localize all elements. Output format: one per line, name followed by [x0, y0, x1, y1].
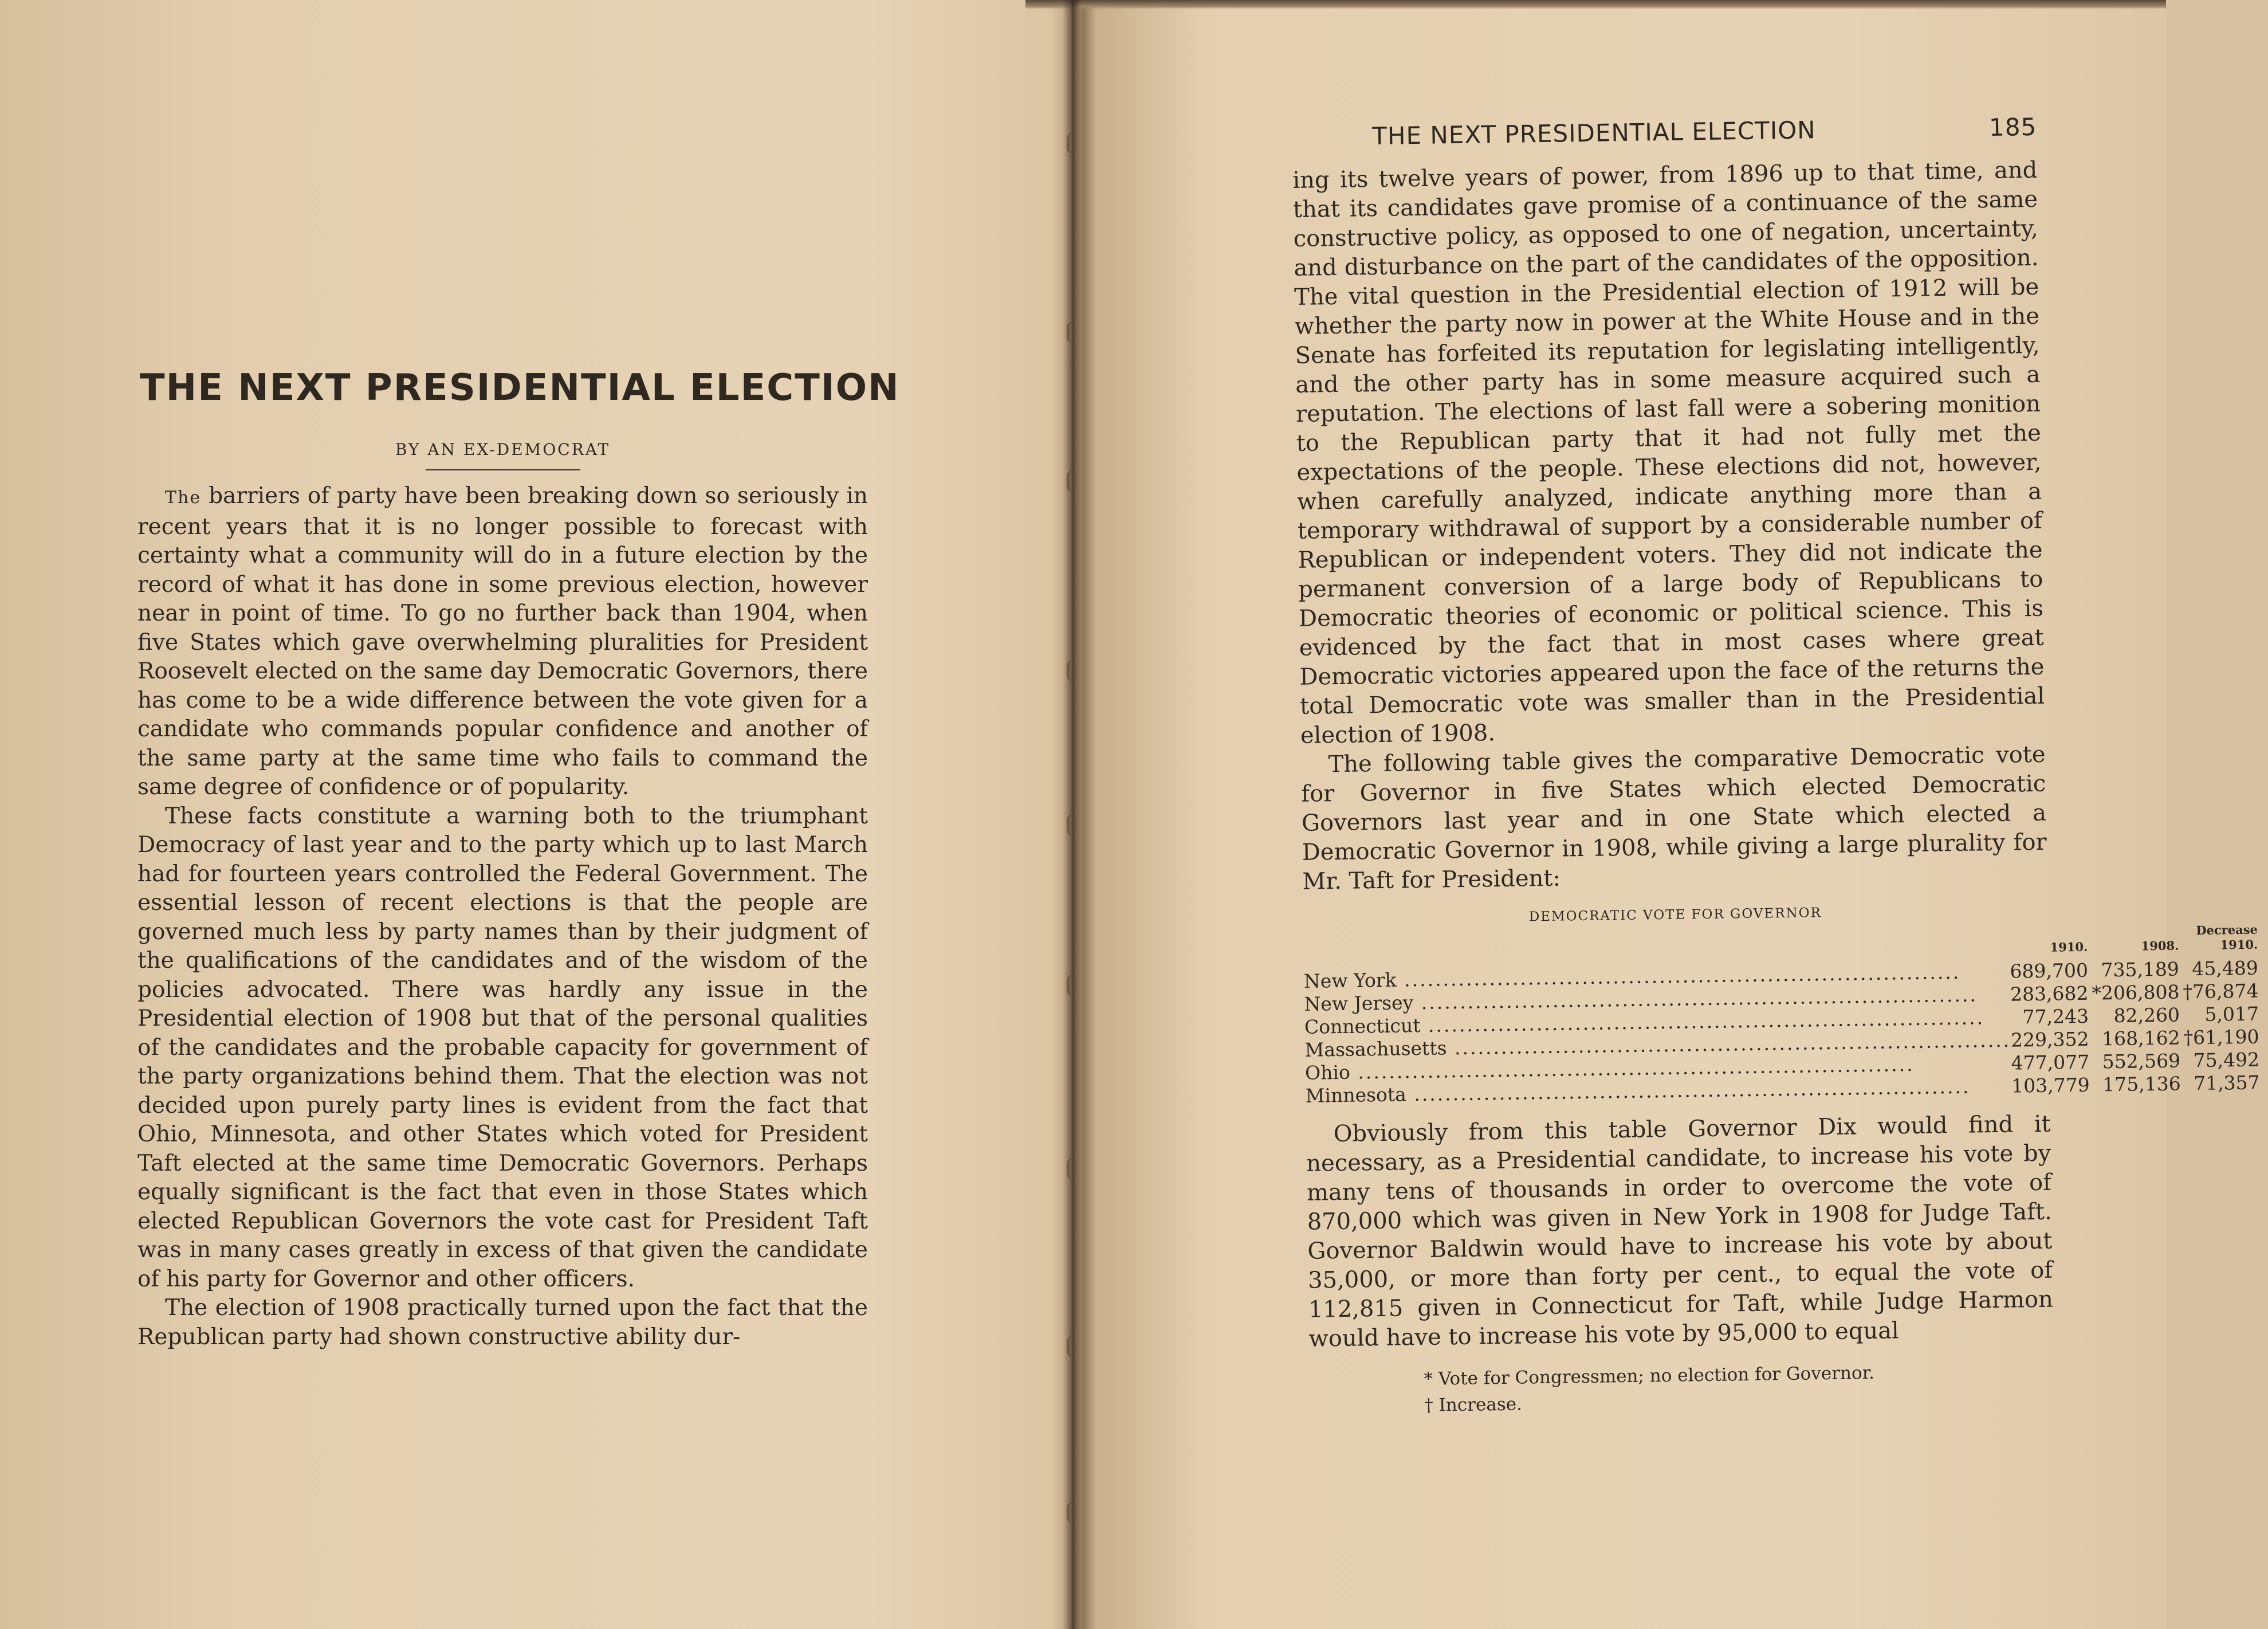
vote-1910: 689,700 [2010, 959, 2089, 983]
article-title: THE NEXT PRESIDENTIAL ELECTION [140, 367, 900, 409]
vote-change: †61,190 [2183, 1025, 2259, 1049]
right-paragraph-3: Obviously from this table Governor Dix would find it necessary, as a Presidential candidate, to increase his vote by many tens of thousands in order to overcome the vote of 870,000 which was given in New York in 1908 for Judge Taft. Governor Baldwin would have to increase his vote by about 35,000, or more than forty per cent., to equal the vote of 112,815 given in Connecticut for Taft, while Judge Harmon would have to increase his vote by 95,000 to equal [1306, 1110, 2054, 1352]
footnotes [1424, 1357, 2054, 1419]
left-paragraph-1-text: barriers of party have been breaking down so seriously in recent years that it is no longer possible to forecast with certainty what a community will do in a future election by the record of what it has done in some previous election, however near in point of time. To go no further back than 1904, when five States which gave overwhelming pluralities for President Roosevelt elected on the same day Democratic Governors, there has come to be a wide difference between the vote given for a candidate who commands popular confidence and another of the same party at the same time who fails to command the same degree of confidence or of popularity. [137, 483, 868, 800]
binding-stitch [1067, 321, 1080, 344]
left-page [137, 367, 900, 1352]
byline: BY AN EX-DEMOCRAT [395, 440, 611, 459]
vote-change: 75,492 [2193, 1048, 2260, 1072]
small-caps-lead: The [165, 488, 202, 508]
state-name: Massachusetts ..... [1304, 1029, 2011, 1062]
state-name: Minnesota ..... [1305, 1075, 2011, 1108]
right-page [1292, 112, 2260, 1420]
footnote-dagger: † Increase. [1424, 1394, 1523, 1416]
title-rule [426, 469, 580, 470]
left-paragraph-3: The election of 1908 practically turned upon the fact that the Republican party had shown constructive ability dur- [137, 1295, 868, 1350]
state-name: New York ..... [1304, 960, 2010, 993]
binding-stitch [1067, 974, 1080, 997]
table-header-1910: 1910. [2050, 939, 2088, 955]
vote-1910: 229,352 [2010, 1027, 2089, 1051]
binding-stitch [1067, 1501, 1080, 1524]
binding-stitch [1067, 814, 1080, 837]
table-title: DEMOCRATIC VOTE FOR GOVERNOR [1528, 905, 1822, 925]
binding-stitch [1067, 470, 1080, 493]
table-header-decrease: Decrease 1910. [2196, 922, 2258, 952]
top-edge-shadow [1025, 0, 2166, 9]
vote-1910: 77,243 [2022, 1004, 2089, 1029]
vote-change: †76,874 [2183, 979, 2259, 1003]
vote-1908: 82,260 [2113, 1003, 2180, 1027]
right-paragraph-1: ing its twelve years of power, from 1896 up to that time, and that its candidates gave promise of a continuance of the same constructive policy, as opposed to one of negation, uncertainty, and disturbance on the part of the candidates of the opposition. The vital question in the Presidential election of 1912 will be whether the party now in power at the White House and in the Senate has forfeited its reputation for legislating intelligently, and the other party has in some measure acquired such a reputation. The elections of last fall were a sobering monition to the Republican party that it had not fully met the expectations of the people. These elections did not, however, when carefully analyzed, indicate anything more than a temporary withdrawal of support by a considerable number of Republican or independent voters. They did not indicate the permanent conversion of a large body of Republicans to Democratic theories of economic or political science. This is evidenced by the fact that in most cases where great Democratic victories appeared upon the face of the returns the total Democratic vote was smaller than in the Presidential election of 1908. [1292, 156, 2045, 749]
page-number: 185 [1988, 112, 2037, 142]
vote-1908: *206,808 [2092, 980, 2180, 1004]
running-head-title: THE NEXT PRESIDENTIAL ELECTION [1371, 116, 1816, 151]
state-name: New Jersey ..... [1304, 983, 2010, 1016]
left-paragraph-1 [137, 482, 868, 802]
table-header-1908: 1908. [2141, 938, 2179, 953]
binding-stitch [1067, 659, 1080, 682]
binding-stitch [1067, 132, 1080, 155]
right-paragraph-2: The following table gives the comparative Democratic vote for Governor in five States which elected Democratic Governors last year and in one State which elected a Democratic Governor in 1908, while giving a large plurality for Mr. Taft for President: [1301, 741, 2047, 895]
vote-1910: 103,779 [2011, 1073, 2090, 1097]
vote-1910: 283,682 [2010, 982, 2089, 1006]
vote-change: 5,017 [2204, 1002, 2259, 1026]
vote-1908: 168,162 [2101, 1026, 2180, 1050]
vote-change: 71,357 [2193, 1071, 2260, 1095]
vote-table [1303, 923, 2263, 1108]
vote-1908: 735,189 [2101, 957, 2180, 982]
footnote-asterisk: * Vote for Congressmen; no election for Governor. [1424, 1363, 1875, 1389]
vote-1908: 552,569 [2102, 1049, 2181, 1073]
state-name: Connecticut ..... [1304, 1006, 2011, 1039]
vote-1908: 175,136 [2102, 1072, 2181, 1096]
vote-change: 45,489 [2192, 956, 2259, 980]
state-name: Ohio ..... [1305, 1052, 2011, 1085]
vote-1910: 477,077 [2011, 1050, 2090, 1074]
binding-stitch [1067, 1335, 1080, 1358]
binding-stitch [1067, 1157, 1080, 1180]
left-paragraph-2: These facts constitute a warning both to the triumphant Democracy of last year and to the party which up to last March had for fourteen years controlled the Federal Government. The essential lesson of recent elections is that the people are governed much less by party names than by their judgment of the qualifications of the candidates and of the wisdom of the policies advocated. There was hardly any issue in the Presidential election of 1908 but that of the personal qualities of the candidates and the probable capacity for government of the party organizations behind them. That the election was not decided upon purely party lines is evident from the fact that Ohio, Minnesota, and other States which voted for President Taft elected at the same time Democratic Governors. Perhaps equally significant is the fact that even in those States which elected Republican Governors the vote cast for President Taft was in many cases greatly in excess of that given the candidate of his party for Governor and other officers. [137, 803, 868, 1292]
